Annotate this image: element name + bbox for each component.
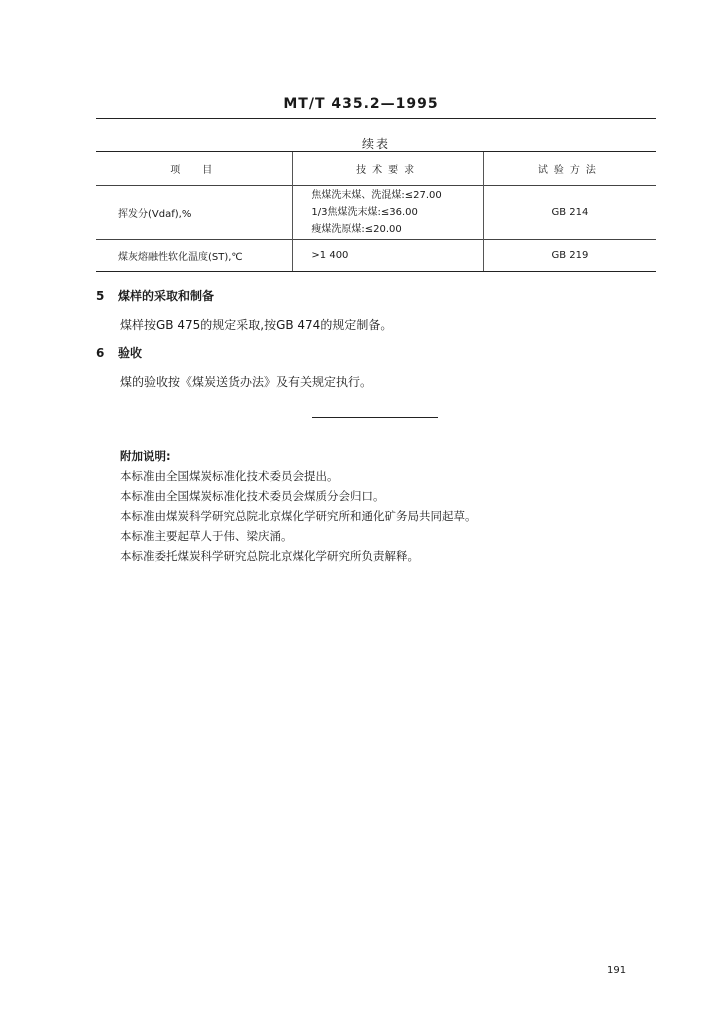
end-divider — [312, 417, 438, 418]
page-number: 191 — [607, 965, 627, 976]
note-line: 本标准由煤炭科学研究总院北京煤化学研究所和通化矿务局共同起草。 — [120, 509, 477, 523]
requirement-cell — [293, 186, 483, 240]
section-text: 煤样按GB 475的规定采取,按GB 474的规定制备。 — [120, 318, 393, 332]
method-cell: GB 214 — [483, 186, 656, 240]
requirement-cell: >1 400 — [293, 240, 483, 272]
section-heading — [96, 287, 214, 304]
column-header-requirement: 技术要求 — [293, 152, 483, 186]
requirement-line: 瘦煤洗原煤:≤20.00 — [311, 224, 402, 235]
section-title: 煤样的采取和制备 — [118, 289, 215, 303]
requirement-line: 1/3焦煤洗末煤:≤36.00 — [311, 207, 418, 218]
header-rule — [96, 118, 656, 119]
column-header-item: 项 目 — [96, 152, 293, 186]
note-line: 本标准主要起草人于伟、梁庆涌。 — [120, 529, 293, 543]
section-text: 煤的验收按《煤炭送货办法》及有关规定执行。 — [120, 375, 373, 389]
section-number: 6 — [96, 346, 105, 360]
section-title: 验收 — [118, 346, 143, 360]
continued-label: 续表 — [361, 137, 390, 151]
standard-number: MT/T 435.2—1995 — [283, 96, 439, 112]
requirement-line: 焦煤洗末煤、洗混煤:≤27.00 — [311, 190, 442, 201]
additional-notes — [120, 446, 477, 566]
item-cell: 挥发分(Vdaf),% — [96, 186, 293, 240]
notes-title: 附加说明: — [120, 449, 171, 463]
section-heading — [96, 344, 142, 361]
item-cell: 煤灰熔融性软化温度(ST),℃ — [96, 240, 293, 272]
note-line: 本标准由全国煤炭标准化技术委员会煤质分会归口。 — [120, 489, 385, 503]
table-row — [96, 240, 656, 272]
table-header-row — [96, 152, 656, 186]
requirements-table — [96, 151, 656, 272]
table-row — [96, 186, 656, 240]
note-line: 本标准由全国煤炭标准化技术委员会提出。 — [120, 469, 339, 483]
section-number: 5 — [96, 289, 105, 303]
note-line: 本标准委托煤炭科学研究总院北京煤化学研究所负责解释。 — [120, 549, 419, 563]
column-header-method: 试验方法 — [483, 152, 656, 186]
method-cell: GB 219 — [483, 240, 656, 272]
